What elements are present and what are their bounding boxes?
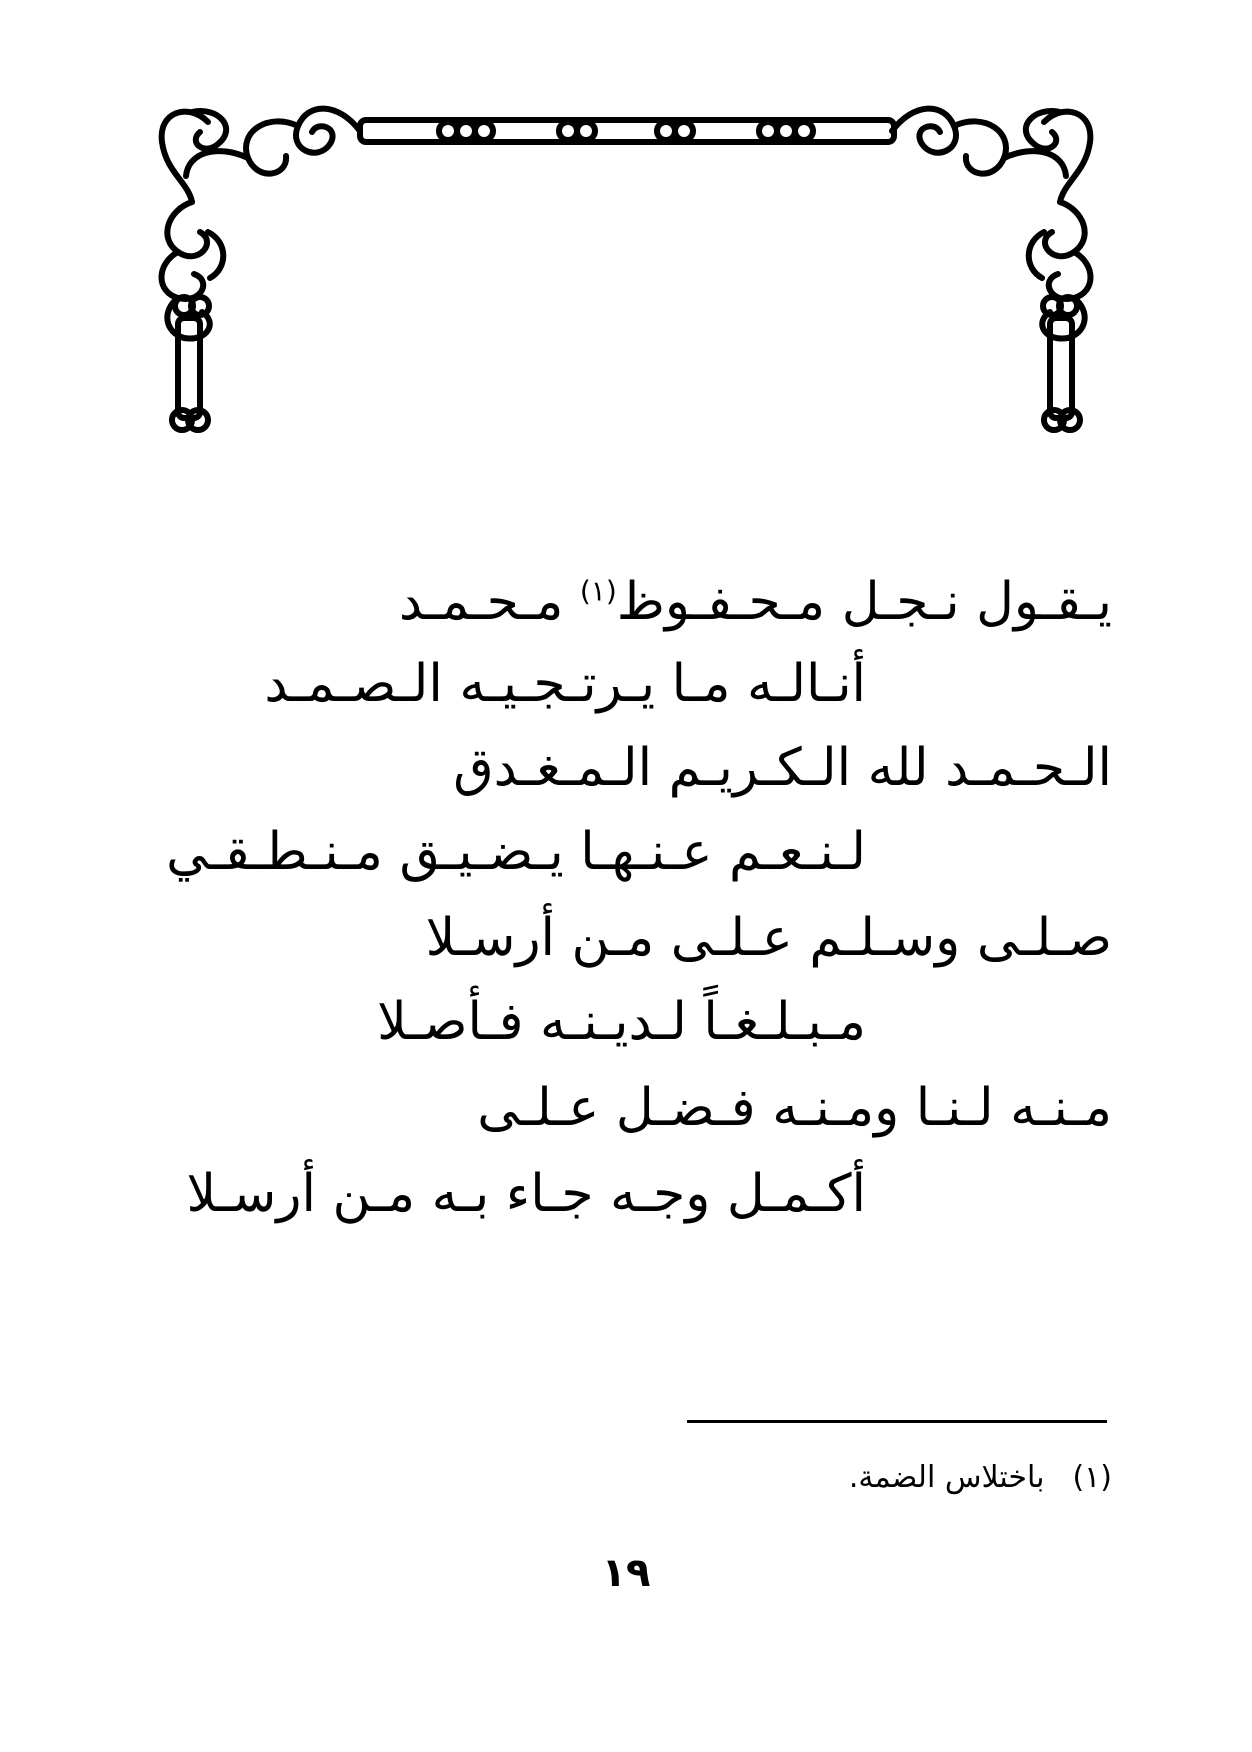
verse-text: مـحـمـد (398, 572, 580, 632)
footnote-separator (687, 1420, 1107, 1423)
footnote-reference: (١) (579, 574, 617, 608)
footnote (849, 1458, 1112, 1498)
verse-line-4: لـنـعـم عـنـهـا يـضـيـق مـنـطـقـي (166, 822, 866, 882)
verse-line-5: صـلـى وسـلـم عـلـى مـن أرسـلا (425, 908, 1112, 968)
footnote-marker: (١) (1072, 1460, 1112, 1495)
verse-line-7: مـنـه لـنـا ومـنـه فـضـل عـلـى (477, 1078, 1112, 1138)
verse-line-6: مـبـلـغـاً لـديـنـه فـأصـلا (377, 992, 866, 1052)
footnote-text: باختلاس الضمة. (848, 1460, 1045, 1495)
verse-line-8: أكـمـل وجـه جـاء بـه مـن أرسـلا (186, 1164, 866, 1224)
verse-line-2: أنـالـه مـا يـرتـجـيـه الـصـمـد (264, 654, 866, 714)
page-number: ١٩ (601, 1550, 651, 1596)
verse-line-3: الـحـمـد لله الـكـريـم الـمـغـدق (453, 738, 1112, 798)
verse-text: يـقـول نـجـل مـحـفـوظ (616, 572, 1112, 632)
verse-line-1 (399, 570, 1112, 634)
